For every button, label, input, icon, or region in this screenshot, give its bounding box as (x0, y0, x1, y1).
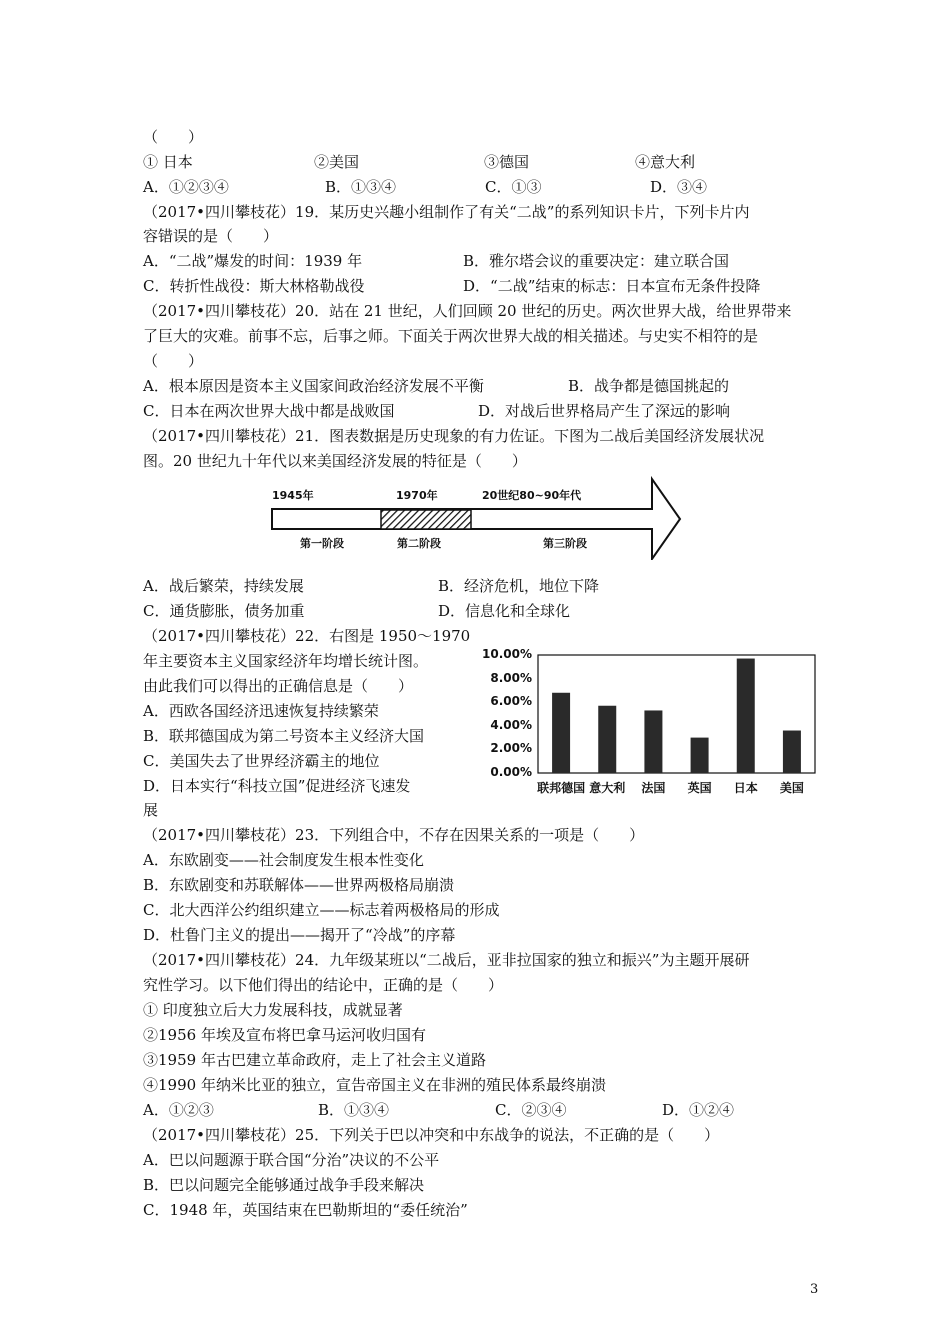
chart-bar (644, 710, 662, 773)
q19-option-a: A．“二战”爆发的时间：1939 年 (143, 252, 363, 270)
q19-option-d: D．“二战”结束的标志：日本宣布无条件投降 (463, 277, 761, 295)
q24-item-4: ④1990 年纳米比亚的独立，宣告帝国主义在非洲的殖民体系最终崩溃 (143, 1076, 606, 1094)
chart-x-category-label: 法国 (641, 781, 666, 795)
q20-stem-line1: （2017•四川攀枝花）20．站在 21 世纪，人们回顾 20 世纪的历史。两次世界大战，给世界带来 (143, 302, 792, 320)
q23-option-c: C．北大西洋公约组织建立——标志着两极格局的形成 (143, 901, 500, 919)
chart-bar (552, 693, 570, 773)
q24-stem-line2: 究性学习。以下他们得出的结论中，正确的是（ ） (143, 976, 504, 994)
chart-y-tick-label: 6.00% (490, 694, 532, 709)
q25-stem: （2017•四川攀枝花）25．下列关于巴以冲突和中东战争的说法，不正确的是（ ） (143, 1126, 720, 1144)
q22-option-d: D．日本实行“科技立国”促进经济飞速发 (143, 777, 411, 795)
page-number: 3 (810, 1282, 819, 1297)
q22-stem-line1: （2017•四川攀枝花）22．右图是 1950～1970 (143, 627, 471, 645)
q18-item-2: ②美国 (314, 153, 360, 171)
timeline-figure (260, 470, 690, 560)
q21-option-a: A．战后繁荣，持续发展 (143, 577, 304, 595)
timeline-year-1970: 1970年 (396, 489, 438, 502)
q25-option-a: A．巴以问题源于联合国“分治”决议的不公平 (143, 1151, 440, 1169)
chart-x-category-label: 英国 (687, 781, 712, 795)
q23-option-d: D．杜鲁门主义的提出——揭开了“冷战”的序幕 (143, 926, 456, 944)
q21-option-c: C．通货膨胀，债务加重 (143, 602, 305, 620)
growth-bar-chart (480, 645, 820, 805)
timeline-stage-1: 第一阶段 (300, 537, 344, 550)
chart-x-category-label: 联邦德国 (537, 781, 586, 795)
chart-bar (737, 659, 755, 773)
q22-option-a: A．西欧各国经济迅速恢复持续繁荣 (143, 702, 379, 720)
timeline-year-1945: 1945年 (272, 489, 314, 502)
q20-option-a: A．根本原因是资本主义国家间政治经济发展不平衡 (143, 377, 484, 395)
q24-option-a: A．①②③ (143, 1101, 214, 1119)
chart-x-category-label: 美国 (779, 781, 804, 795)
q20-stem-line2: 了巨大的灾难。前事不忘，后事之师。下面关于两次世界大战的相关描述。与史实不相符的是 (143, 327, 759, 345)
q25-option-c: C．1948 年，英国结束在巴勒斯坦的“委任统治” (143, 1201, 468, 1219)
chart-bar (598, 706, 616, 773)
q19-stem-line1: （2017•四川攀枝花）19．某历史兴趣小组制作了有关“二战”的系列知识卡片，下列卡片内 (143, 203, 750, 221)
q23-option-b: B．东欧剧变和苏联解体——世界两极格局崩溃 (143, 876, 455, 894)
chart-frame (538, 655, 815, 773)
q18-item-3: ③德国 (484, 153, 530, 171)
q24-stem-line1: （2017•四川攀枝花）24．九年级某班以“二战后，亚非拉国家的独立和振兴”为主题开展研 (143, 951, 750, 969)
q22-stem-line2: 年主要资本主义国家经济年均增长统计图。 (143, 652, 429, 670)
q21-option-d: D．信息化和全球化 (438, 602, 571, 620)
chart-bar (691, 738, 709, 773)
q19-option-b: B．雅尔塔会议的重要决定：建立联合国 (463, 252, 730, 270)
timeline-year-80-90s: 20世纪80~90年代 (482, 489, 582, 502)
q18-option-d: D．③④ (650, 178, 708, 196)
q22-stem-line3: 由此我们可以得出的正确信息是（ ） (143, 677, 414, 695)
q24-option-d: D．①②④ (662, 1101, 735, 1119)
q24-option-c: C．②③④ (495, 1101, 567, 1119)
q18-item-4: ④意大利 (635, 153, 696, 171)
q18-item-1: ① 日本 (143, 153, 193, 171)
chart-y-tick-label: 10.00% (482, 647, 532, 661)
q20-option-b: B．战争都是德国挑起的 (568, 377, 730, 395)
chart-y-tick-label: 0.00% (490, 765, 532, 779)
q24-item-1: ① 印度独立后大力发展科技，成就显著 (143, 1001, 403, 1019)
q21-option-b: B．经济危机，地位下降 (438, 577, 600, 595)
chart-x-category-label: 意大利 (589, 781, 626, 795)
q21-stem-line2: 图。20 世纪九十年代以来美国经济发展的特征是（ ） (143, 452, 527, 470)
q24-item-3: ③1959 年古巴建立革命政府，走上了社会主义道路 (143, 1051, 486, 1069)
q18-paren: （ ） (143, 128, 204, 146)
q22-option-d-cont: 展 (143, 801, 159, 819)
q22-option-c: C．美国失去了世界经济霸主的地位 (143, 752, 380, 770)
q21-stem-line1: （2017•四川攀枝花）21．图表数据是历史现象的有力佐证。下图为二战后美国经济发展状况 (143, 427, 765, 445)
q18-option-b: B．①③④ (325, 178, 397, 196)
q23-option-a: A．东欧剧变——社会制度发生根本性变化 (143, 851, 424, 869)
q18-option-a: A．①②③④ (143, 178, 229, 196)
q18-option-c: C．①③ (485, 178, 542, 196)
q24-option-b: B．①③④ (318, 1101, 390, 1119)
q20-option-c: C．日本在两次世界大战中都是战败国 (143, 402, 395, 420)
chart-x-category-label: 日本 (733, 781, 758, 795)
chart-y-tick-label: 2.00% (490, 741, 532, 756)
chart-y-tick-label: 8.00% (490, 670, 532, 685)
q24-item-2: ②1956 年埃及宣布将巴拿马运河收归国有 (143, 1026, 426, 1044)
chart-y-tick-label: 4.00% (490, 717, 532, 732)
q25-option-b: B．巴以问题完全能够通过战争手段来解决 (143, 1176, 425, 1194)
timeline-hatched-segment (381, 510, 471, 529)
q23-stem: （2017•四川攀枝花）23．下列组合中，不存在因果关系的一项是（ ） (143, 826, 645, 844)
q19-option-c: C．转折性战役：斯大林格勒战役 (143, 277, 365, 295)
chart-bar (783, 731, 801, 773)
q20-stem-line3: （ ） (143, 352, 204, 370)
timeline-stage-2: 第二阶段 (397, 537, 441, 550)
q19-stem-line2: 容错误的是（ ） (143, 227, 279, 245)
timeline-stage-3: 第三阶段 (543, 537, 587, 550)
q20-option-d: D．对战后世界格局产生了深远的影响 (478, 402, 731, 420)
q22-option-b: B．联邦德国成为第二号资本主义经济大国 (143, 727, 425, 745)
